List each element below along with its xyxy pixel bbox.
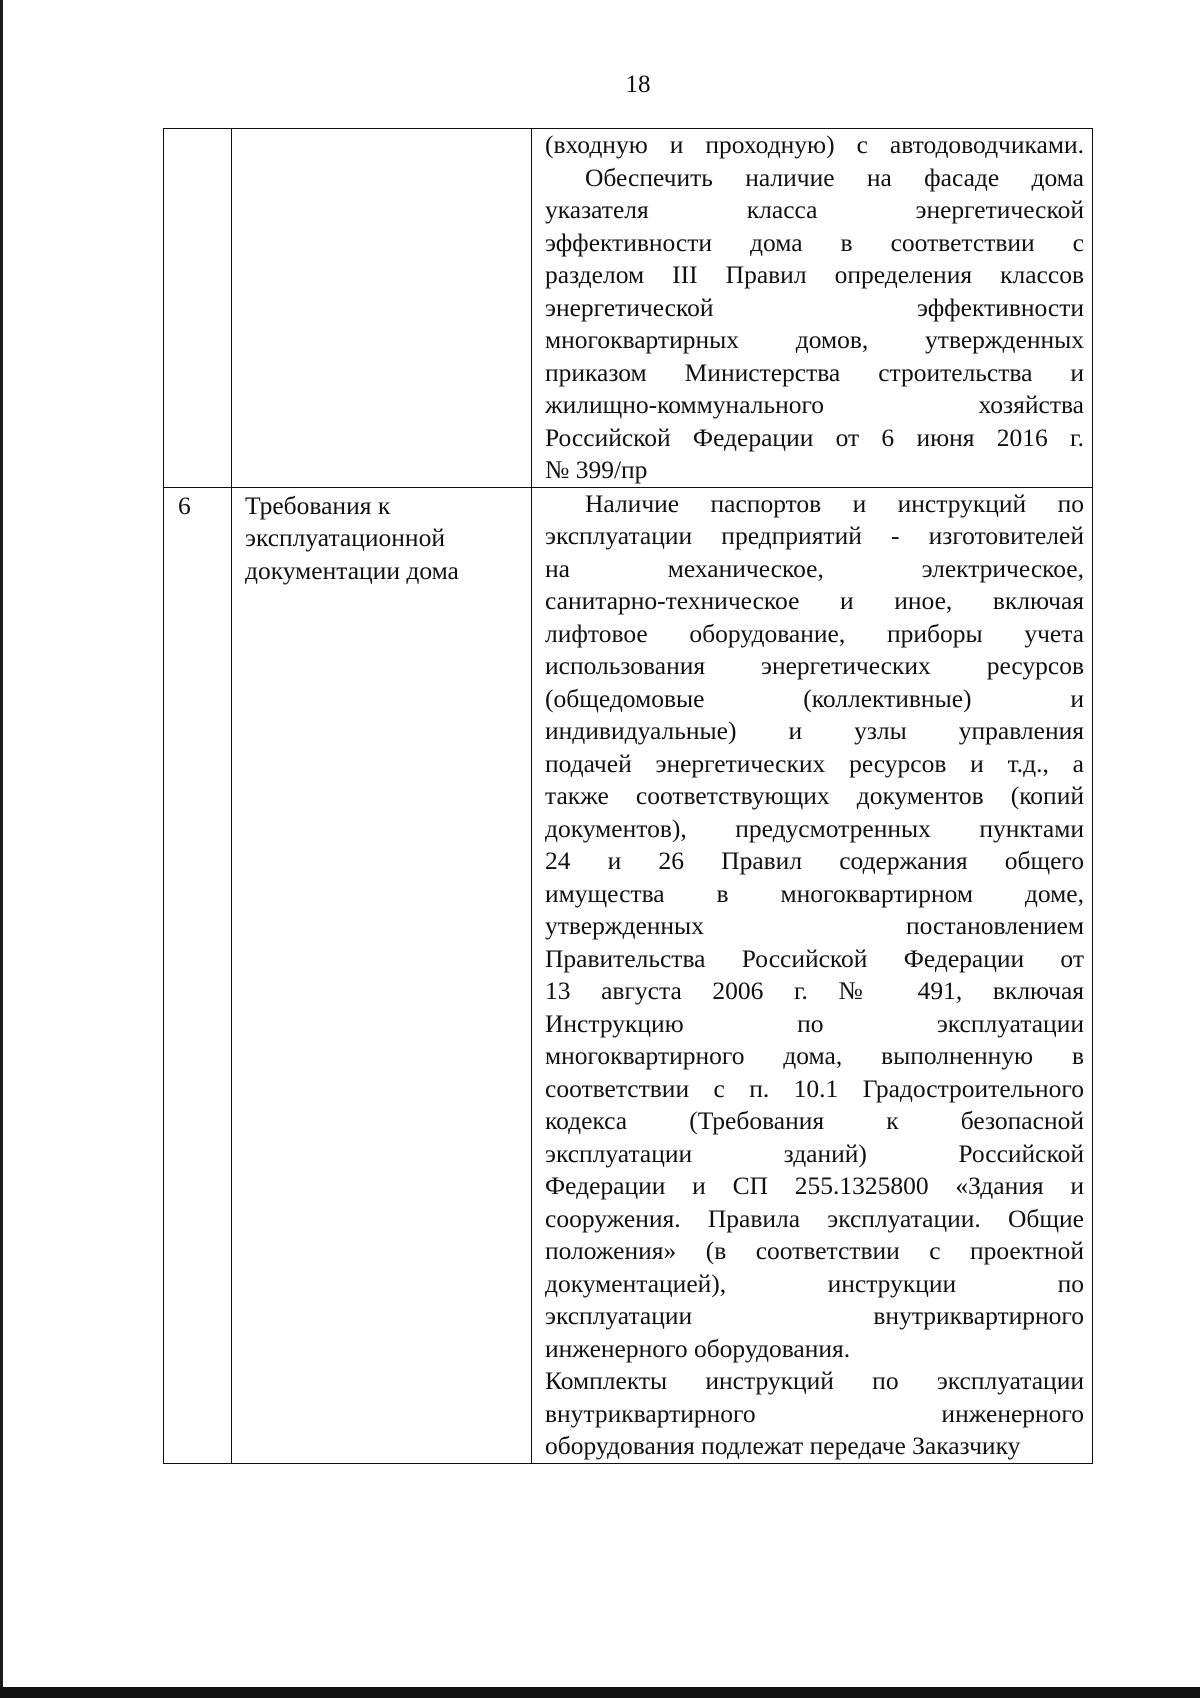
- requirement-name-line: Требования к: [245, 490, 391, 520]
- text-line: (общедомовые (коллективные) и: [545, 683, 1084, 713]
- table-row: [164, 129, 1093, 488]
- text-line: внутриквартирного инженерного: [545, 1398, 1084, 1428]
- text-line: кодекса (Требования к безопасной: [545, 1106, 1084, 1135]
- text-line: использования энергетических ресурсов: [545, 651, 1084, 680]
- text-line: Обеспечить наличие на фасаде дома: [585, 162, 1084, 192]
- text-line: № 399/пр: [545, 455, 648, 484]
- text-line: приказом Министерства строительства и: [545, 357, 1084, 387]
- text-line: санитарно-техническое и иное, включая: [545, 586, 1084, 615]
- text-line: утвержденных постановлением: [545, 911, 1084, 940]
- text-line: 13 августа 2006 г. № 491, включая: [545, 976, 1084, 1005]
- text-line: эффективности дома в соответствии с: [545, 227, 1084, 257]
- text-line: Наличие паспортов и инструкций по: [585, 488, 1084, 518]
- text-line: документацией), инструкции по: [545, 1268, 1084, 1298]
- text-line: многоквартирных домов, утвержденных: [545, 325, 1084, 354]
- text-line: инженерного оборудования.: [545, 1333, 851, 1363]
- requirement-name-cell: [232, 487, 532, 1463]
- scan-edge-bottom: [0, 1687, 1200, 1698]
- text-line: также соответствующих документов (копий: [545, 781, 1084, 810]
- text-line: оборудования подлежат передаче Заказчику: [545, 1431, 1021, 1460]
- text-line: Правительства Российской Федерации от: [545, 943, 1084, 973]
- text-line: эксплуатации внутриквартирного: [545, 1301, 1084, 1330]
- text-line: Российской Федерации от 6 июня 2016 г.: [545, 422, 1084, 452]
- requirement-name-cell: [232, 129, 532, 488]
- text-line: Инструкцию по эксплуатации: [545, 1008, 1084, 1038]
- row-number-cell: [164, 129, 232, 488]
- text-line: Комплекты инструкций по эксплуатации: [545, 1366, 1084, 1395]
- text-line: многоквартирного дома, выполненную в: [545, 1041, 1084, 1070]
- row-number-cell: [164, 487, 232, 1463]
- text-line: (входную и проходную) с автодоводчиками.: [545, 130, 1084, 159]
- requirement-text-cell: [532, 487, 1093, 1463]
- text-line: разделом III Правил определения классов: [545, 260, 1084, 289]
- text-line: сооружения. Правила эксплуатации. Общие: [545, 1203, 1084, 1233]
- row-number: 6: [178, 490, 191, 520]
- text-line: эксплуатации предприятий - изготовителей: [545, 521, 1084, 550]
- text-line: 24 и 26 Правил содержания общего: [545, 846, 1084, 875]
- text-line: указателя класса энергетической: [545, 195, 1084, 224]
- text-line: лифтовое оборудование, приборы учета: [545, 618, 1084, 648]
- scan-edge-left: [0, 0, 3, 1698]
- requirements-table: [163, 128, 1093, 1464]
- text-line: Федерации и СП 255.1325800 «Здания и: [545, 1171, 1084, 1200]
- text-line: эксплуатации зданий) Российской: [545, 1138, 1084, 1168]
- requirement-name-line: документации дома: [245, 555, 459, 585]
- text-line: жилищно-коммунального хозяйства: [545, 390, 1084, 419]
- text-line: энергетической эффективности: [545, 292, 1084, 322]
- text-line: подачей энергетических ресурсов и т.д., а: [545, 748, 1084, 778]
- text-line: соответствии с п. 10.1 Градостроительного: [545, 1073, 1084, 1103]
- text-line: имущества в многоквартирном доме,: [545, 878, 1084, 908]
- requirement-name-line: эксплуатационной: [245, 523, 445, 552]
- text-line: положения» (в соответствии с проектной: [545, 1236, 1084, 1265]
- requirement-text-cell: [532, 129, 1093, 488]
- text-line: на механическое, электрическое,: [545, 553, 1084, 583]
- text-line: индивидуальные) и узлы управления: [545, 716, 1084, 745]
- table-row: [164, 487, 1093, 1463]
- page-number: 18: [625, 71, 651, 98]
- text-line: документов), предусмотренных пунктами: [545, 813, 1084, 843]
